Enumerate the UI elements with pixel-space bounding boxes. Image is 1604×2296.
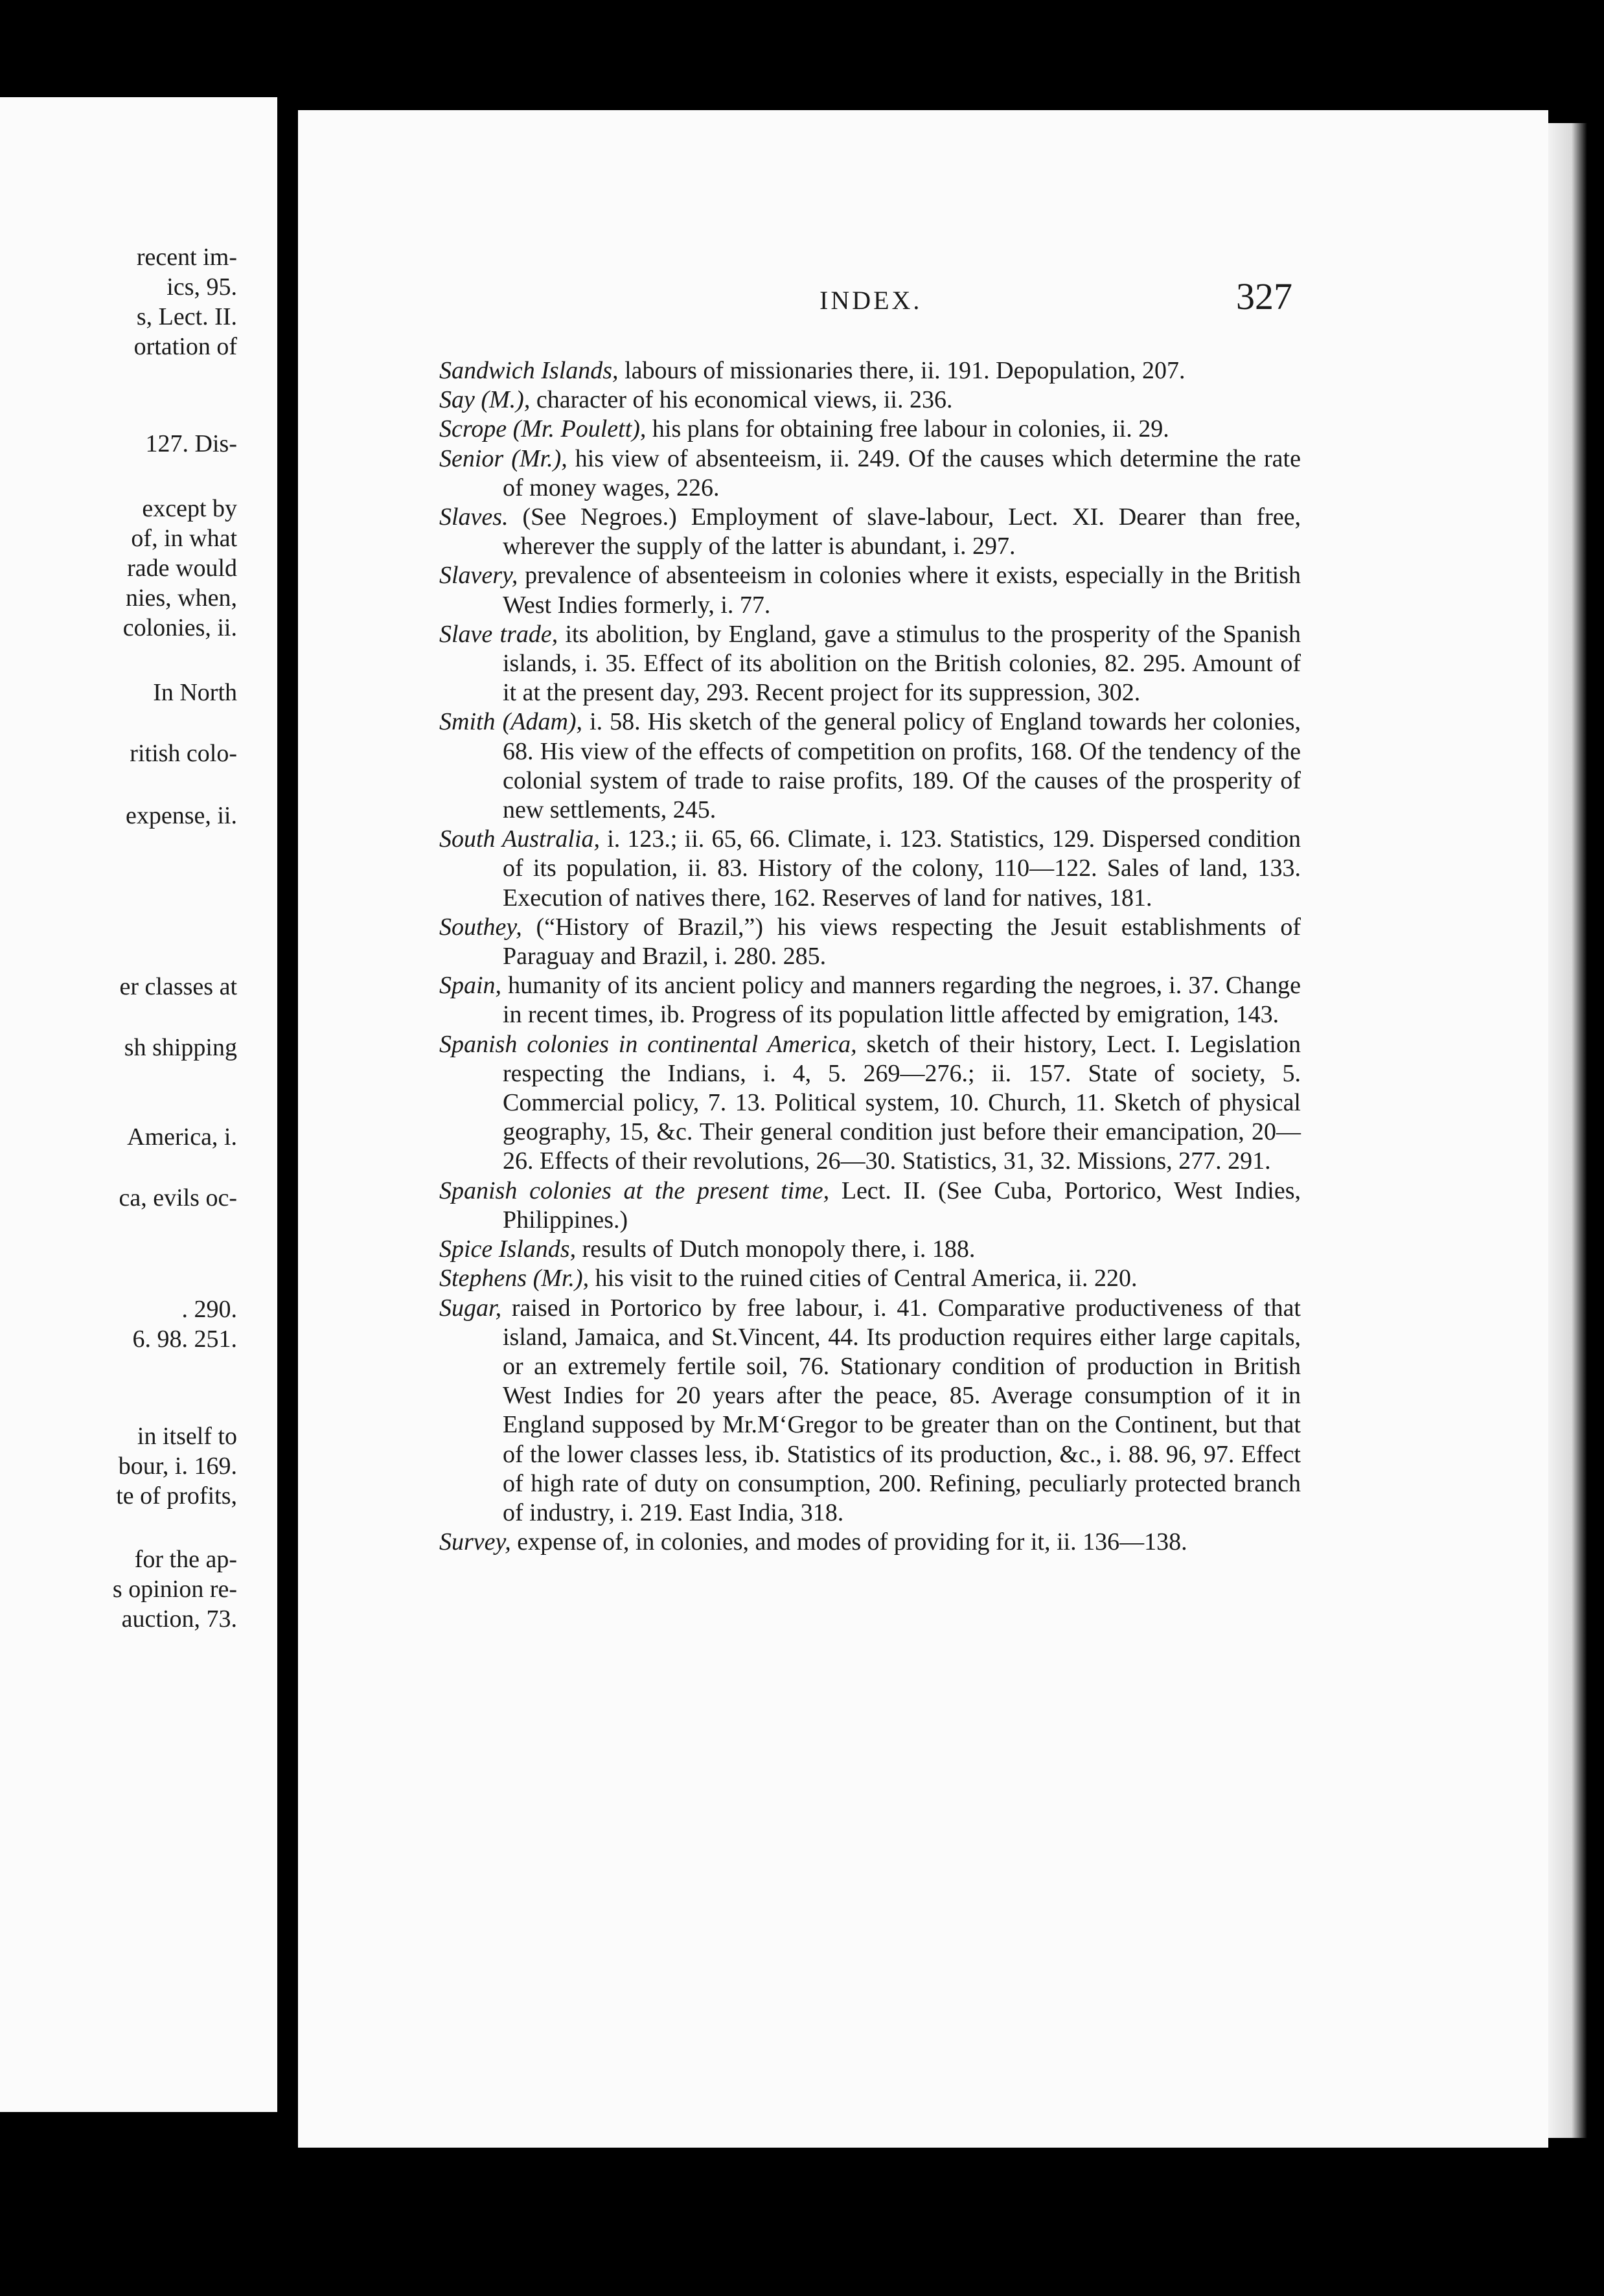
facing-page-line: te of profits, — [116, 1482, 237, 1510]
facing-page-line: in itself to — [137, 1423, 237, 1450]
page-edge — [1548, 123, 1587, 2138]
entry-text: character of his economical views, ii. 236. — [530, 386, 953, 414]
entry-text: sketch of their history, Lect. I. Legislation respecting the Indians, i. 4, 5. 269—276.; ii. 157. State of society, 5. Commercial policy, 7. 13. Political system, 10. Church, 11. Sketch of physical geography, 15, &c. Their general condition just before their emancipation, 20—26. Effects of their revolutions, 26—30. Statistics, 31, 32. Missions, 277. 291. — [503, 1030, 1301, 1175]
index-entry — [439, 385, 1301, 415]
entry-text: humanity of its ancient policy and manners regarding the negroes, i. 37. Change in recent times, ib. Progress of its population little affected by emigration, 143. — [501, 972, 1301, 1029]
facing-page-line: ca, evils oc- — [119, 1184, 237, 1211]
entry-headword: Sandwich Islands, — [439, 357, 619, 384]
index-entry — [439, 1294, 1301, 1528]
entry-headword: Slave trade, — [439, 620, 558, 648]
entry-headword: Survey, — [439, 1528, 511, 1556]
facing-page-line: America, i. — [127, 1123, 237, 1151]
index-entry — [439, 1030, 1301, 1177]
facing-page-line: recent im- — [136, 244, 237, 271]
entry-headword: Slaves. — [439, 503, 509, 531]
index-entry — [439, 1235, 1301, 1264]
index-entry — [439, 561, 1301, 619]
facing-page-line: nies, when, — [125, 584, 237, 612]
entry-text: its abolition, by England, gave a stimulus to the prosperity of the Spanish islands, i. 35. Effect of its abolition on the British colonies, 82. 295. Amount of it at the present day, 293. Recent project for its suppression, 302. — [503, 620, 1301, 707]
entry-text: (“History of Brazil,”) his views respecting the Jesuit establishments of Paraguay and Brazil, i. 280. 285. — [503, 913, 1301, 970]
index-entries — [439, 356, 1301, 1557]
entry-text: i. 58. His sketch of the general policy of England towards her colonies, 68. His view of the effects of competition on profits, 168. Of the tendency of the colonial system of trade to raise profits, 189. Of the causes of the prosperity of new settlements, 245. — [503, 708, 1301, 824]
index-entry — [439, 1528, 1301, 1557]
entry-headword: Southey, — [439, 913, 522, 941]
index-entry — [439, 503, 1301, 561]
entry-headword: Spain, — [439, 972, 502, 1000]
index-entry — [439, 825, 1301, 913]
entry-text: labours of missionaries there, ii. 191. Depopulation, 207. — [618, 357, 1186, 384]
index-entry — [439, 1264, 1301, 1293]
entry-text: his visit to the ruined cities of Central America, ii. 220. — [589, 1265, 1138, 1292]
entry-headword: South Australia, — [439, 825, 601, 853]
facing-page-line: er classes at — [119, 973, 237, 1000]
facing-page-line: 127. Dis- — [145, 430, 237, 457]
facing-page-line: s, Lect. II. — [136, 303, 237, 330]
index-entry — [439, 707, 1301, 825]
facing-page-line: auction, 73. — [121, 1605, 237, 1633]
facing-page-line: 6. 98. 251. — [132, 1326, 237, 1353]
facing-page-line: ritish colo- — [130, 740, 237, 767]
entry-text: Lect. II. (See Cuba, Portorico, West Indies, Philippines.) — [503, 1177, 1301, 1234]
facing-page-line: of, in what — [131, 525, 237, 552]
entry-text: his plans for obtaining free labour in colonies, ii. 29. — [646, 415, 1169, 443]
facing-page — [0, 97, 277, 2112]
facing-page-line: bour, i. 169. — [118, 1452, 237, 1480]
entry-text: i. 123.; ii. 65, 66. Climate, i. 123. Statistics, 129. Dispersed condition of its population, ii. 83. History of the colony, 110—122. Sales of land, 133. Execution of natives there, 162. Reserves of land for natives, 181. — [503, 825, 1301, 912]
entry-text: results of Dutch monopoly there, i. 188. — [576, 1235, 976, 1263]
entry-headword: Stephens (Mr.), — [439, 1265, 590, 1292]
facing-page-line: rade would — [127, 555, 237, 582]
page-number: 327 — [1236, 275, 1292, 317]
facing-page-line: sh shipping — [124, 1034, 237, 1061]
page-header — [298, 275, 1548, 325]
index-page — [298, 110, 1548, 2148]
entry-text: raised in Portorico by free labour, i. 41. Comparative productiveness of that island, Jamaica, and St.Vincent, 44. Its production requires either large capitals, or an extremely fertile soil, 76. Stationary condition of production in British West Indies for 20 years after the peace, 85. Average consumption of it in England supposed by Mr.M‘Gregor to be greater than on the Continent, but that of the lower classes less, ib. Statistics of its production, &c., i. 88. 96, 97. Effect of high rate of duty on consumption, 200. Refining, peculiarly protected branch of industry, i. 219. East India, 318. — [501, 1294, 1301, 1526]
facing-page-line: for the ap- — [134, 1546, 237, 1573]
facing-page-line: expense, ii. — [125, 802, 237, 829]
entry-headword: Senior (Mr.), — [439, 444, 567, 472]
entry-headword: Say (M.), — [439, 386, 531, 414]
entry-headword: Smith (Adam), — [439, 708, 583, 736]
entry-text: his view of absenteeism, ii. 249. Of the causes which determine the rate of money wages, 226. — [503, 444, 1301, 501]
entry-headword: Spanish colonies at the present time, — [439, 1177, 830, 1204]
entry-text: (See Negroes.) Employment of slave-labour, Lect. XI. Dearer than free, wherever the supply of the latter is abundant, i. 297. — [503, 503, 1301, 560]
index-entry — [439, 415, 1301, 444]
facing-page-line: . 290. — [181, 1296, 237, 1323]
index-entry — [439, 1177, 1301, 1235]
index-entry — [439, 913, 1301, 971]
index-entry — [439, 971, 1301, 1029]
facing-page-line: ortation of — [133, 333, 237, 360]
running-head: INDEX. — [819, 286, 922, 315]
index-entry — [439, 444, 1301, 503]
entry-headword: Spice Islands, — [439, 1235, 577, 1263]
facing-page-line: In North — [153, 679, 237, 706]
facing-page-line: s opinion re- — [112, 1576, 237, 1603]
facing-page-line: colonies, ii. — [122, 614, 237, 641]
entry-headword: Sugar, — [439, 1294, 502, 1322]
entry-text: expense of, in colonies, and modes of providing for it, ii. 136—138. — [510, 1528, 1187, 1556]
entry-headword: Scrope (Mr. Poulett), — [439, 415, 647, 443]
facing-page-line: ics, 95. — [166, 273, 237, 301]
entry-text: prevalence of absenteeism in colonies where it exists, especially in the British West Indies formerly, i. 77. — [503, 562, 1301, 619]
index-entry — [439, 620, 1301, 708]
entry-headword: Slavery, — [439, 562, 518, 590]
facing-page-line: except by — [142, 495, 237, 522]
index-entry — [439, 356, 1301, 385]
entry-headword: Spanish colonies in continental America, — [439, 1030, 857, 1058]
